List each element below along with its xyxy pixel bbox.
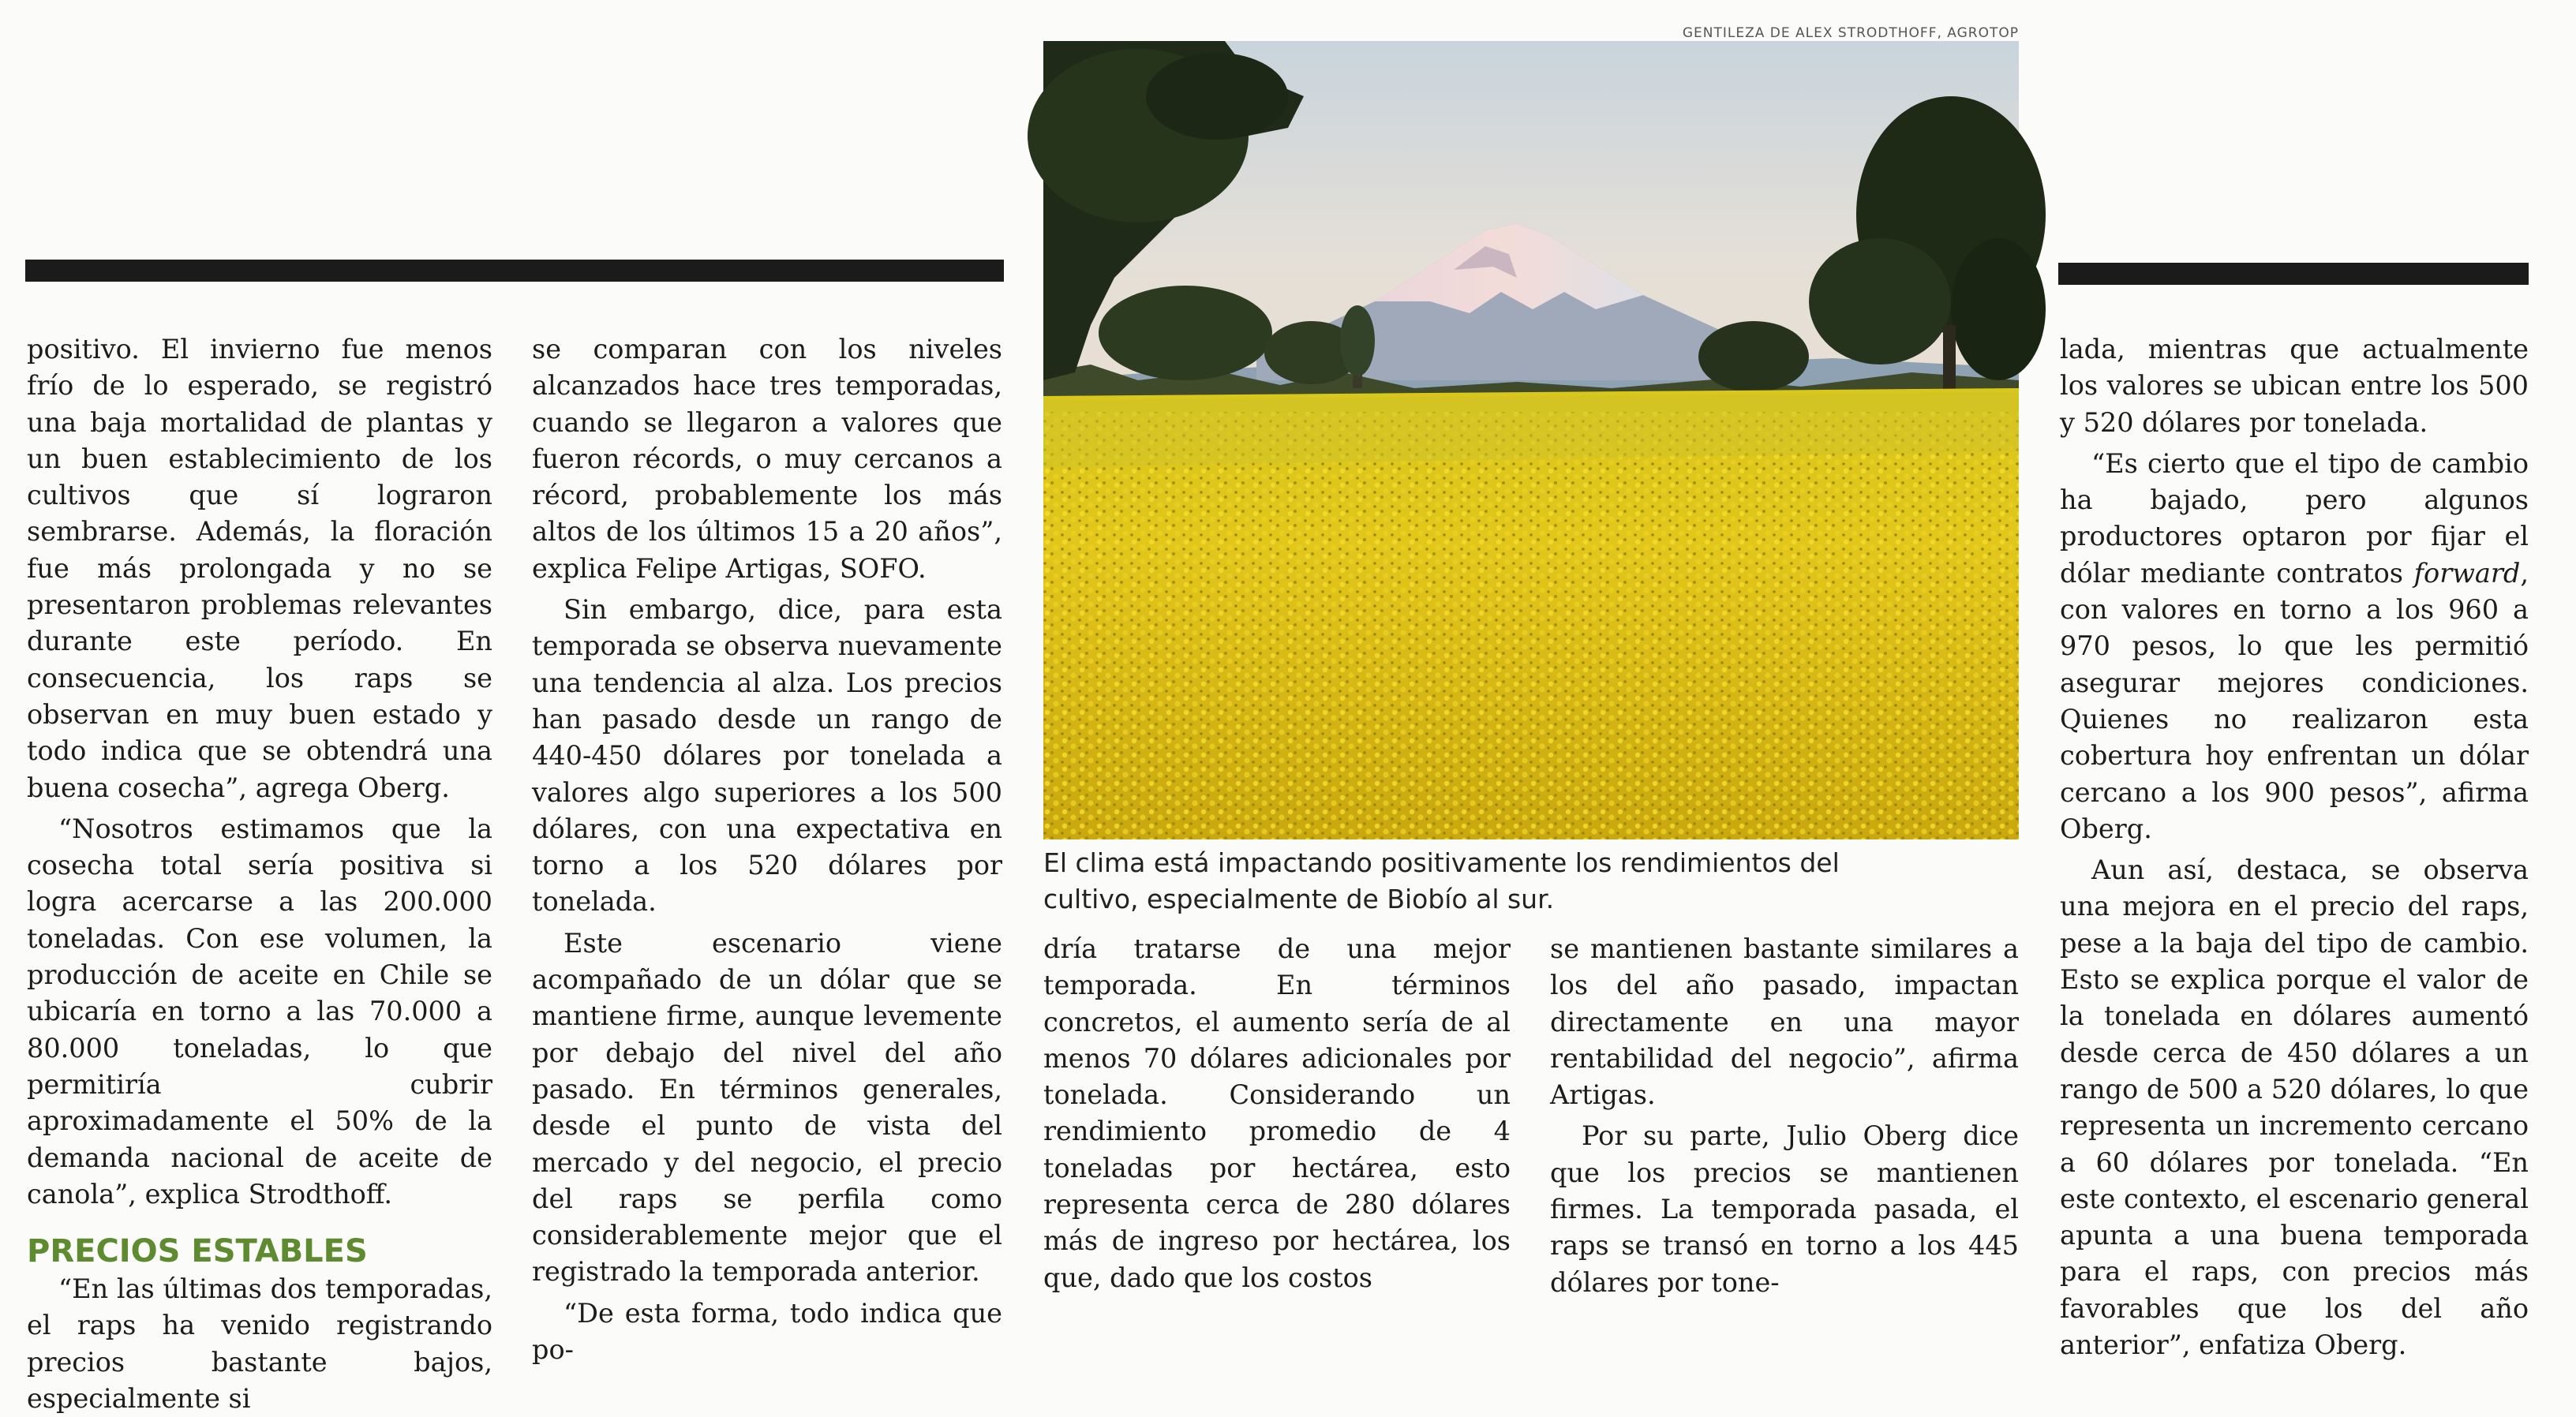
photo-illustration bbox=[1043, 41, 2019, 839]
caption-line-1: El clima está impactando positivamente los rendimientos del bbox=[1043, 847, 1840, 878]
col5-paragraph-1: lada, mientras que actualmente los valores se ubican entre los 500 y 520 dólares por tonelada. bbox=[2060, 334, 2529, 438]
col4-paragraph-1: se mantienen bastante similares a los del año pasado, impactan directamente en una mayor rentabilidad del negocio”, afirma Artigas. bbox=[1550, 933, 2019, 1111]
col1-paragraph-1: positivo. El invierno fue menos frío de lo esperado, se registró una baja mortalidad de plantas y un buen establecimiento de los cultivos que sí lograron sembrarse. Además, la floración fue más prolongada y no se presentaron problemas relevantes durante este período. En consecuencia, los raps se observan en muy buen estado y todo indica que se obtendrá una buena cosecha”, agrega Oberg. bbox=[27, 334, 492, 803]
col1-paragraph-2: “Nosotros estimamos que la cosecha total sería positiva si logra acercarse a las 200.000 toneladas. Con ese volumen, la producción de aceite en Chile se ubicaría en torno a las 70.000 a 80.000 toneladas, lo que permitiría cubrir aproximadamente el 50% de la demanda nacional de aceite de canola”, explica Strodthoff. bbox=[27, 813, 492, 1209]
col2-paragraph-1: se comparan con los niveles alcanzados hace tres temporadas, cuando se llegaron a valores que fueron récords, o muy cercanos a récord, probablemente los más altos de los últimos 15 a 20 años”, explica Felipe Artigas, SOFO. bbox=[532, 334, 1002, 584]
article-column-2 bbox=[532, 331, 1002, 1366]
forward-term: forward bbox=[2413, 557, 2521, 589]
photo-credit: GENTILEZA DE ALEX STRODTHOFF, AGROTOP bbox=[1682, 25, 2019, 41]
article-column-1 bbox=[27, 331, 492, 1415]
col5-paragraph-2 bbox=[2060, 446, 2529, 847]
col5-paragraph-3: Aun así, destaca, se observa una mejora en el precio del raps, pese a la baja del tipo de cambio. Esto se explica porque el valor de la tonelada en dólares aumentó desde cerca de 450 dólares a un rango de 500 a 520 dólares, lo que representa un incremento cercano a 60 dólares por tonelada. “En este contexto, el escenario general apunta a una buena temporada para el raps, con precios más favorables que los del año anterior”, enfatiza Oberg. bbox=[2060, 854, 2529, 1361]
section-rule-left bbox=[25, 260, 1004, 282]
col5-paragraph-2-start: “Es cierto que el tipo de cambio ha bajado, pero algunos productores optaron por fijar el dólar mediante contratos bbox=[2060, 447, 2529, 589]
caption-line-2: cultivo, especialmente de Biobío al sur. bbox=[1043, 884, 1555, 914]
col5-paragraph-2-end: , con valores en torno a los 960 a 970 pesos, lo que les permitió asegurar mejores condiciones. Quienes no realizaron esta cobertura hoy enfrentan un dólar cercano a los 900 pesos”, afirma Oberg. bbox=[2060, 557, 2529, 844]
col2-paragraph-4: “De esta forma, todo indica que po- bbox=[532, 1297, 1002, 1366]
col2-paragraph-3: Este escenario viene acompañado de un dólar que se mantiene firme, aunque levemente por debajo del nivel del año pasado. En términos generales, desde el punto de vista del mercado y del negocio, el precio del raps se perfila como considerablemente mejor que el registrado la temporada anterior. bbox=[532, 927, 1002, 1288]
section-subhead: PRECIOS ESTABLES bbox=[27, 1233, 368, 1270]
section-rule-right bbox=[2058, 263, 2529, 285]
col2-paragraph-2: Sin embargo, dice, para esta temporada se observa nuevamente una tendencia al alza. Los precios han pasado desde un rango de 440-450 dólares por tonelada a valores algo superiores a los 500 dólares, con una expectativa en torno a los 520 dólares por tonelada. bbox=[532, 594, 1002, 918]
photo-caption bbox=[1043, 845, 2019, 918]
col4-paragraph-2: Por su parte, Julio Oberg dice que los precios se mantienen firmes. La temporada pasada, el raps se transó en torno a los 445 dólares por tone- bbox=[1550, 1120, 2019, 1298]
col1-paragraph-3: “En las últimas dos temporadas, el raps ha venido registrando precios bastante bajos, especialmente si bbox=[27, 1273, 492, 1415]
article-column-5 bbox=[2060, 331, 2529, 1361]
rapeseed-field-photo bbox=[1043, 41, 2019, 839]
col3-paragraph-1: dría tratarse de una mejor temporada. En términos concretos, el aumento sería de al menos 70 dólares adicionales por tonelada. Considerando un rendimiento promedio de 4 toneladas por hectárea, esto representa cerca de 280 dólares más de ingreso por hectárea, los que, dado que los costos bbox=[1043, 933, 1511, 1293]
article-column-3 bbox=[1043, 931, 1511, 1293]
article-column-4 bbox=[1550, 931, 2019, 1298]
